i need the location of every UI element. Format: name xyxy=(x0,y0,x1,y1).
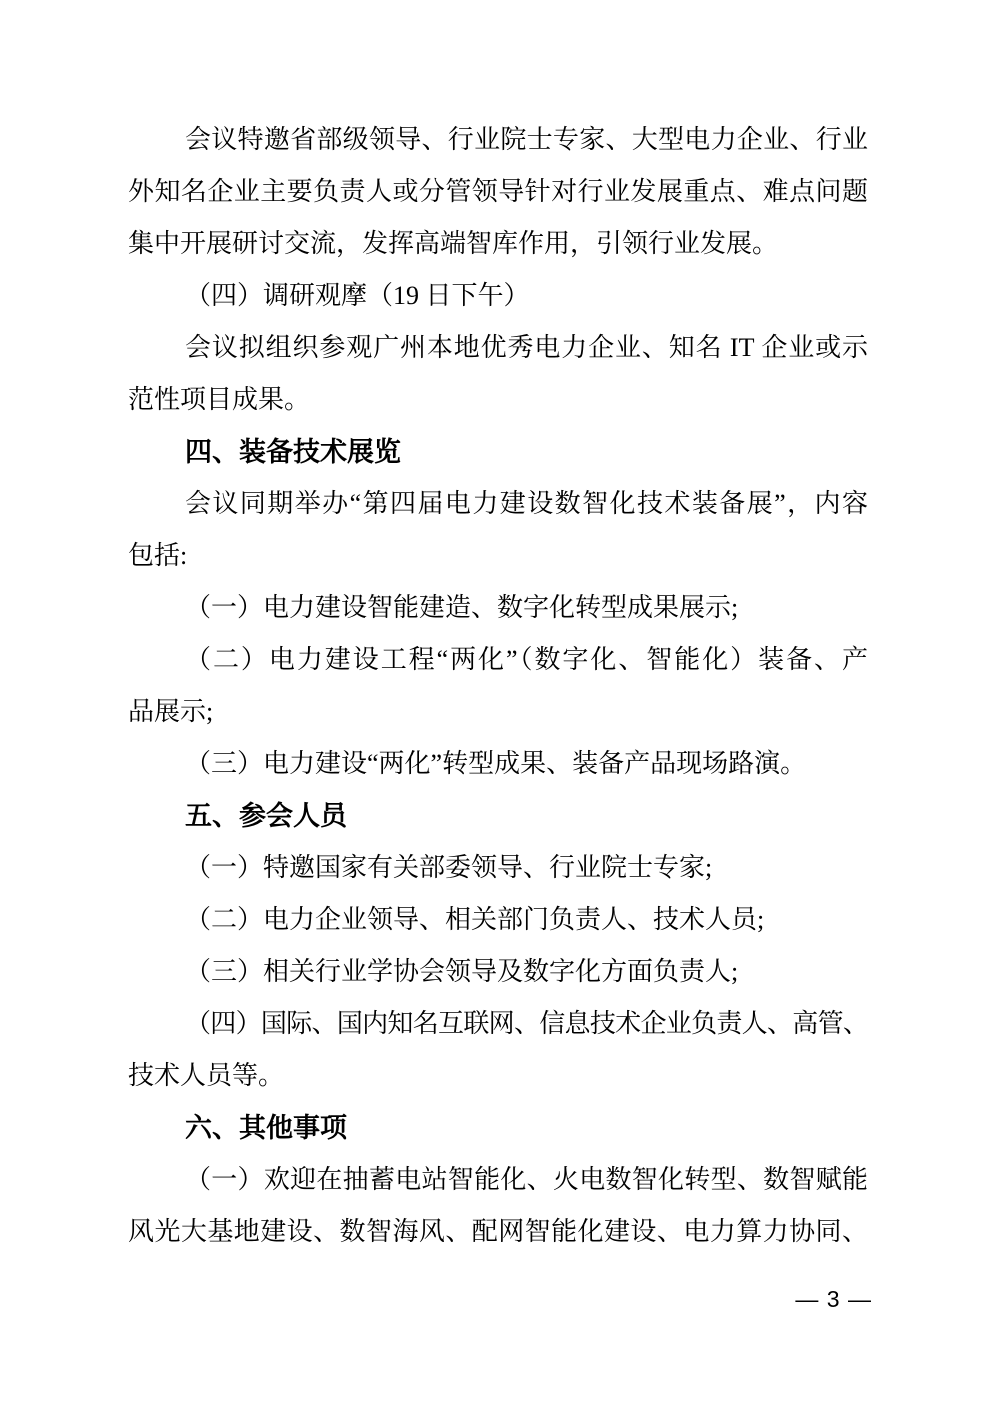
list-item: （二）电力建设工程“两化”（数字化、智能化）装备、产 xyxy=(185,645,868,674)
list-item: （三）相关行业学协会领导及数字化方面负责人; xyxy=(185,957,739,986)
list-item: （四）国际、国内知名互联网、信息技术企业负责人、高管、 xyxy=(185,1009,868,1038)
list-item: （三）电力建设“两化”转型成果、装备产品现场路演。 xyxy=(185,749,807,778)
page-number: — 3 — xyxy=(795,1286,872,1312)
sub-heading: （四）调研观摩（19 日下午） xyxy=(185,281,530,310)
paragraph-line: 范性项目成果。 xyxy=(128,385,311,414)
paragraph-line: 会议拟组织参观广州本地优秀电力企业、知名 IT 企业或示 xyxy=(185,333,868,362)
list-item: 技术人员等。 xyxy=(128,1061,285,1090)
list-item: 品展示; xyxy=(128,697,214,726)
list-item: （一）特邀国家有关部委领导、行业院士专家; xyxy=(185,853,713,882)
paragraph-line: 会议同期举办“第四届电力建设数智化技术装备展”，内容 xyxy=(185,489,868,518)
section-heading-other-matters: 六、其他事项 xyxy=(185,1113,347,1143)
section-heading-attendees: 五、参会人员 xyxy=(185,801,347,831)
paragraph-line: 集中开展研讨交流，发挥高端智库作用，引领行业发展。 xyxy=(128,229,779,258)
section-heading-equipment-expo: 四、装备技术展览 xyxy=(185,437,401,467)
list-item: （二）电力企业领导、相关部门负责人、技术人员; xyxy=(185,905,765,934)
document-body xyxy=(128,114,868,1258)
paragraph-line: 包括: xyxy=(128,541,188,570)
list-item: （一）电力建设智能建造、数字化转型成果展示; xyxy=(185,593,739,622)
list-item: 风光大基地建设、数智海风、配网智能化建设、电力算力协同、 xyxy=(128,1217,868,1246)
paragraph-line: 外知名企业主要负责人或分管领导针对行业发展重点、难点问题 xyxy=(128,177,868,206)
paragraph-line: 会议特邀省部级领导、行业院士专家、大型电力企业、行业 xyxy=(185,125,868,154)
list-item: （一）欢迎在抽蓄电站智能化、火电数智化转型、数智赋能 xyxy=(185,1165,868,1194)
